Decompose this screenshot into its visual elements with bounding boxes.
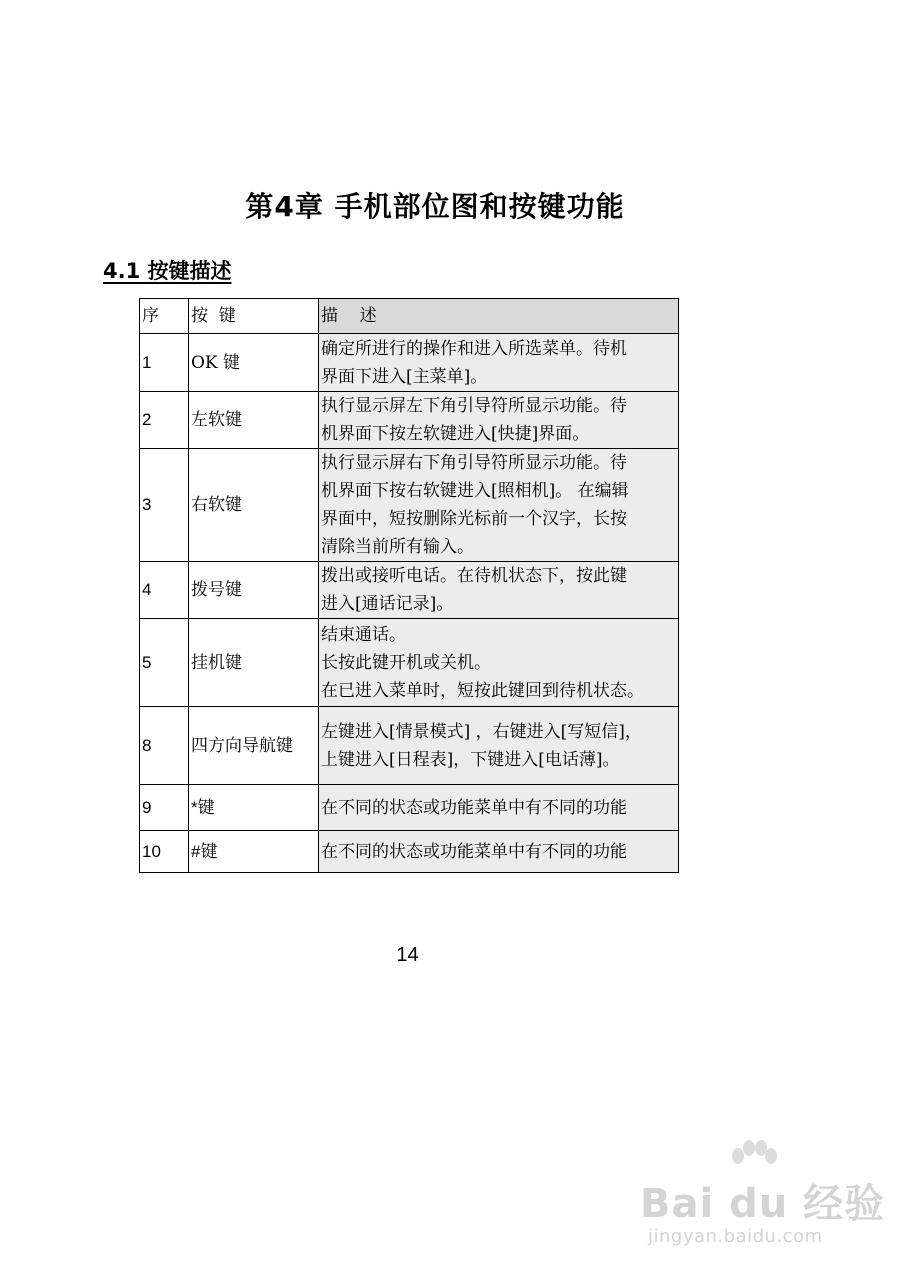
- row-number: 8: [140, 707, 189, 785]
- row-key: #键: [189, 831, 319, 873]
- row-description: 拨出或接听电话。在待机状态下，按此键 进入[通话记录]。: [319, 562, 679, 619]
- row-number: 4: [140, 562, 189, 619]
- table-row: [140, 619, 679, 707]
- table-row: [140, 449, 679, 562]
- page-number: 14: [396, 944, 419, 966]
- row-key: 挂机键: [189, 619, 319, 707]
- row-key: 四方向导航键: [189, 707, 319, 785]
- row-description: 结束通话。 长按此键开机或关机。 在已进入菜单时，短按此键回到待机状态。: [319, 619, 679, 707]
- row-description: 确定所进行的操作和进入所选菜单。待机 界面下进入[主菜单]。: [319, 334, 679, 392]
- row-description: 左键进入[情景模式] ，右键进入[写短信]， 上键进入[日程表]，下键进入[电话薄]。: [319, 707, 679, 785]
- row-description: 执行显示屏左下角引导符所显示功能。待 机界面下按左软键进入[快捷]界面。: [319, 392, 679, 449]
- table-row: [140, 334, 679, 392]
- row-number: 10: [140, 831, 189, 873]
- row-key: OK 键: [189, 334, 319, 392]
- section-title: 4.1 按键描述: [103, 259, 232, 283]
- row-description: 在不同的状态或功能菜单中有不同的功能: [319, 785, 679, 831]
- row-number: 1: [140, 334, 189, 392]
- row-key: 拨号键: [189, 562, 319, 619]
- row-key: 左软键: [189, 392, 319, 449]
- header-number: 序: [140, 299, 189, 334]
- row-description: 执行显示屏右下角引导符所显示功能。待 机界面下按右软键进入[照相机]。 在编辑 界面中，短按删除光标前一个汉字，长按 清除当前所有输入。: [319, 449, 679, 562]
- row-number: 2: [140, 392, 189, 449]
- watermark-url: jingyan.baidu.com: [648, 1226, 823, 1247]
- chapter-title: 第4章 手机部位图和按键功能: [245, 190, 625, 223]
- table-header-row: [140, 299, 679, 334]
- row-key: *键: [189, 785, 319, 831]
- row-key: 右软键: [189, 449, 319, 562]
- watermark-brand: Bai du 经验: [640, 1181, 886, 1227]
- baidu-jingyan-watermark: [640, 1140, 886, 1260]
- row-description: 在不同的状态或功能菜单中有不同的功能: [319, 831, 679, 873]
- header-key: 按 键: [189, 299, 319, 334]
- header-description: 描 述: [319, 299, 679, 334]
- table-row: [140, 785, 679, 831]
- table-row: [140, 562, 679, 619]
- table-row: [140, 392, 679, 449]
- row-number: 3: [140, 449, 189, 562]
- row-number: 9: [140, 785, 189, 831]
- key-description-table: [139, 298, 679, 873]
- table-row: [140, 707, 679, 785]
- table-row: [140, 831, 679, 873]
- row-number: 5: [140, 619, 189, 707]
